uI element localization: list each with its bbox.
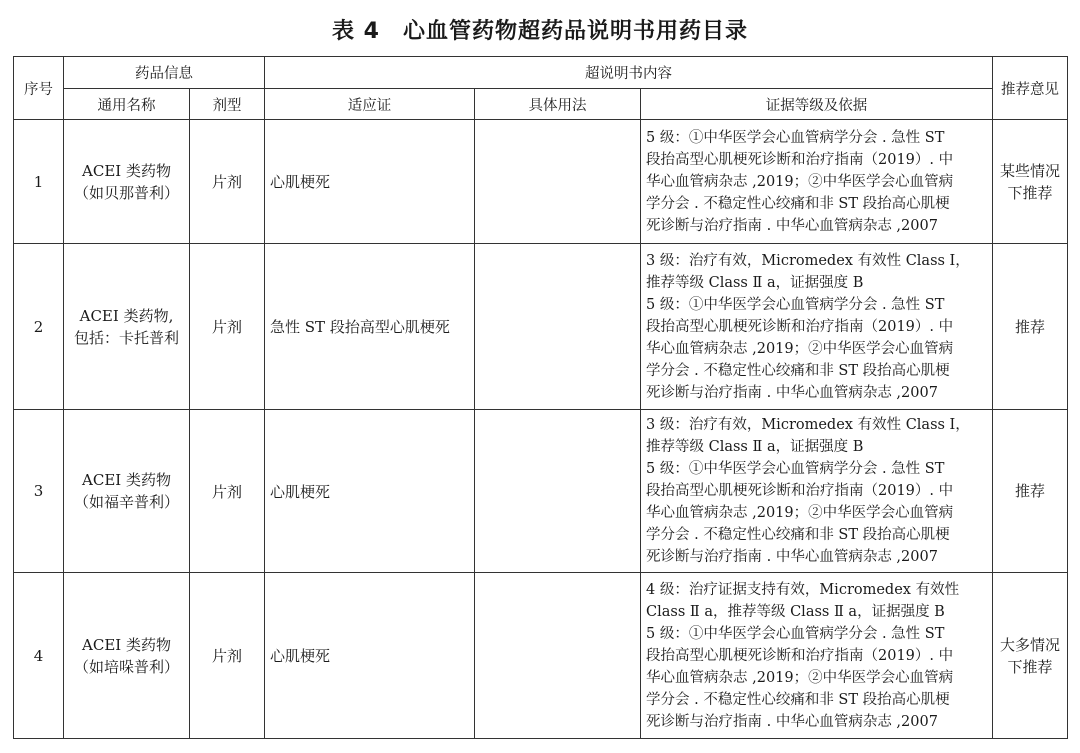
header-indication: 适应证	[265, 89, 475, 120]
evidence-line: 3 级：治疗有效，Micromedex 有效性 Class Ⅰ，	[646, 417, 970, 433]
evidence-line: 5 级：①中华医学会心血管病学分会 . 急性 ST	[646, 461, 945, 477]
evidence-line: 段抬高型心肌梗死诊断和治疗指南（2019）. 中	[646, 647, 954, 664]
row-evidence	[641, 120, 993, 244]
row-seq: 1	[14, 120, 64, 244]
header-seq: 序号	[14, 57, 64, 120]
evidence-line: 华心血管病杂志 ,2019；②中华医学会心血管病	[646, 669, 954, 686]
row-recommendation	[993, 410, 1068, 573]
name-line: ACEI 类药物	[82, 635, 171, 654]
row-evidence	[641, 244, 993, 410]
evidence-line: 死诊断与治疗指南 . 中华心血管病杂志 ,2007	[646, 384, 938, 401]
row-seq: 4	[14, 573, 64, 739]
evidence-line: 段抬高型心肌梗死诊断和治疗指南（2019）. 中	[646, 151, 954, 168]
row-evidence	[641, 410, 993, 573]
row-generic-name	[64, 120, 190, 244]
header-recommendation: 推荐意见	[993, 57, 1068, 120]
evidence-line: 5 级：①中华医学会心血管病学分会 . 急性 ST	[646, 625, 945, 642]
evidence-line: 学分会 . 不稳定性心绞痛和非 ST 段抬高心肌梗	[646, 195, 950, 212]
recommendation-line: 下推荐	[1007, 183, 1053, 202]
row-dosage-form: 片剂	[190, 244, 265, 410]
row-dosage-form: 片剂	[190, 120, 265, 244]
name-line: （如贝那普利）	[73, 183, 179, 202]
name-line: ACEI 类药物,	[79, 306, 174, 325]
header-dosage-form: 剂型	[190, 89, 265, 120]
recommendation-line: 推荐	[1015, 317, 1046, 336]
header-off-label: 超说明书内容	[265, 57, 993, 89]
evidence-line: 死诊断与治疗指南 . 中华心血管病杂志 ,2007	[646, 217, 938, 234]
row-usage	[475, 410, 641, 573]
drug-table	[13, 56, 1068, 739]
evidence-line: 学分会 . 不稳定性心绞痛和非 ST 段抬高心肌梗	[646, 362, 950, 379]
row-usage	[475, 573, 641, 739]
evidence-line: 学分会 . 不稳定性心绞痛和非 ST 段抬高心肌梗	[646, 691, 950, 708]
row-indication: 心肌梗死	[265, 410, 475, 573]
name-line: ACEI 类药物	[82, 471, 171, 489]
header-generic-name: 通用名称	[64, 89, 190, 120]
row-usage	[475, 120, 641, 244]
evidence-line: Class Ⅱ a，推荐等级 Class Ⅱ a，证据强度 B	[646, 603, 945, 620]
row-generic-name	[64, 410, 190, 573]
evidence-line: 华心血管病杂志 ,2019；②中华医学会心血管病	[646, 173, 954, 190]
name-line: 包括：卡托普利	[73, 328, 179, 347]
evidence-line: 学分会 . 不稳定性心绞痛和非 ST 段抬高心肌梗	[646, 527, 950, 543]
row-usage	[475, 244, 641, 410]
row-dosage-form: 片剂	[190, 410, 265, 573]
row-seq: 3	[14, 410, 64, 573]
row-evidence	[641, 573, 993, 739]
header-evidence: 证据等级及依据	[641, 89, 993, 120]
header-usage: 具体用法	[475, 89, 641, 120]
table-title: 表 4 心血管药物超药品说明书用药目录	[332, 19, 748, 44]
row-indication: 心肌梗死	[265, 120, 475, 244]
table-row	[14, 573, 1068, 739]
table-row	[14, 410, 1068, 573]
row-indication: 急性 ST 段抬高型心肌梗死	[265, 244, 475, 410]
evidence-line: 死诊断与治疗指南 . 中华心血管病杂志 ,2007	[646, 549, 938, 565]
evidence-line: 3 级：治疗有效，Micromedex 有效性 Class Ⅰ，	[646, 252, 970, 269]
evidence-line: 段抬高型心肌梗死诊断和治疗指南（2019）. 中	[646, 318, 954, 335]
recommendation-line: 某些情况	[1000, 161, 1061, 180]
evidence-line: 4 级：治疗证据支持有效，Micromedex 有效性	[646, 581, 960, 598]
name-line: （如福辛普利）	[73, 493, 179, 511]
row-recommendation	[993, 120, 1068, 244]
evidence-line: 死诊断与治疗指南 . 中华心血管病杂志 ,2007	[646, 713, 938, 730]
name-line: ACEI 类药物	[82, 161, 171, 180]
evidence-line: 华心血管病杂志 ,2019；②中华医学会心血管病	[646, 340, 954, 357]
row-seq: 2	[14, 244, 64, 410]
evidence-line: 推荐等级 Class Ⅱ a，证据强度 B	[646, 439, 864, 455]
recommendation-line: 大多情况	[1000, 635, 1061, 654]
evidence-line: 段抬高型心肌梗死诊断和治疗指南（2019）. 中	[646, 483, 954, 499]
evidence-line: 5 级：①中华医学会心血管病学分会 . 急性 ST	[646, 129, 945, 146]
row-dosage-form: 片剂	[190, 573, 265, 739]
row-generic-name	[64, 244, 190, 410]
row-recommendation	[993, 244, 1068, 410]
row-generic-name	[64, 573, 190, 739]
recommendation-line: 推荐	[1015, 482, 1046, 500]
evidence-line: 推荐等级 Class Ⅱ a，证据强度 B	[646, 274, 864, 291]
table-row	[14, 120, 1068, 244]
evidence-line: 5 级：①中华医学会心血管病学分会 . 急性 ST	[646, 296, 945, 313]
table-row	[14, 244, 1068, 410]
name-line: （如培哚普利）	[73, 657, 179, 676]
recommendation-line: 下推荐	[1007, 657, 1053, 676]
evidence-line: 华心血管病杂志 ,2019；②中华医学会心血管病	[646, 505, 954, 521]
row-recommendation	[993, 573, 1068, 739]
header-drug-info: 药品信息	[64, 57, 265, 89]
row-indication: 心肌梗死	[265, 573, 475, 739]
